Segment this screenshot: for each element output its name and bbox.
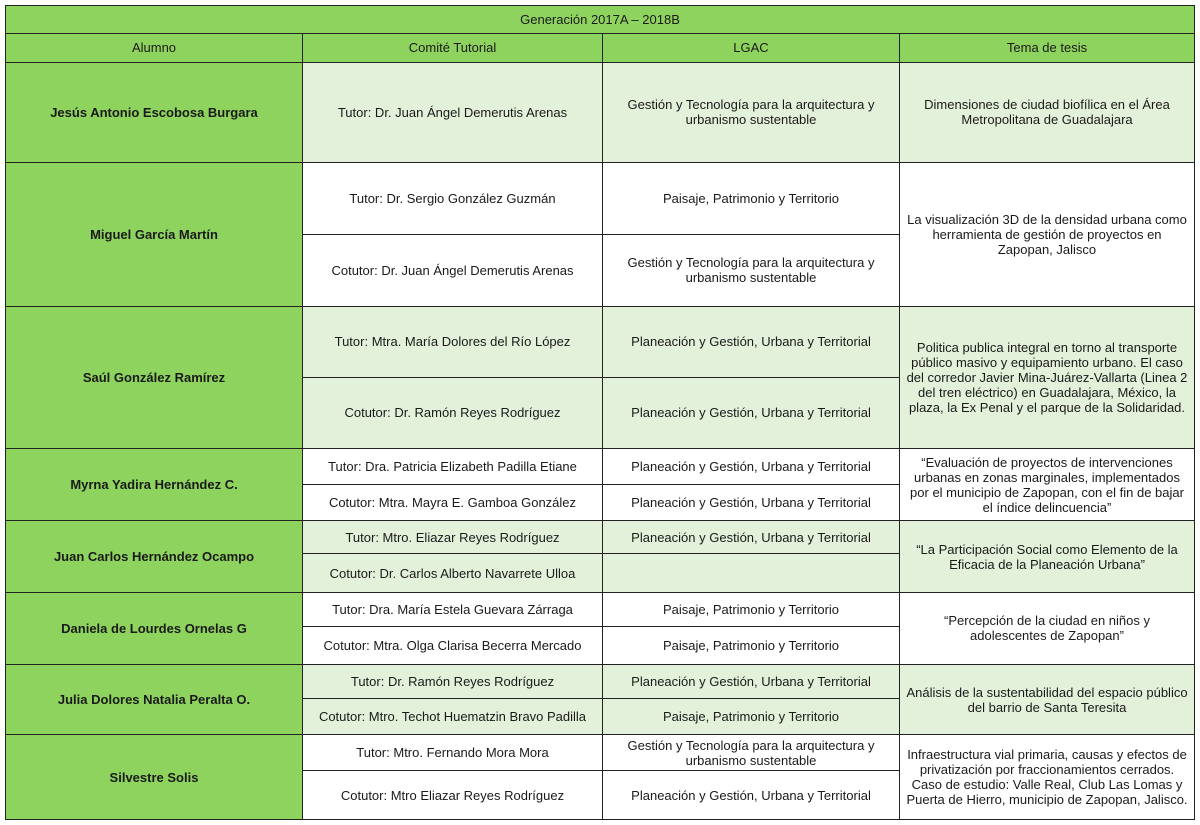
thesis-topic: Análisis de la sustentabilidad del espacio público del barrio de Santa Teresita xyxy=(900,664,1195,734)
table-row xyxy=(6,735,1195,771)
lgac-line: Planeación y Gestión, Urbana y Territorial xyxy=(603,521,900,554)
header-lgac: LGAC xyxy=(603,33,900,62)
table-row xyxy=(6,521,1195,554)
committee-member: Tutor: Mtro. Fernando Mora Mora xyxy=(303,735,603,771)
table-row xyxy=(6,163,1195,235)
lgac-line: Paisaje, Patrimonio y Territorio xyxy=(603,592,900,626)
committee-member: Cotutor: Dr. Carlos Alberto Navarrete Ulloa xyxy=(303,554,603,592)
lgac-line: Gestión y Tecnología para la arquitectura y urbanismo sustentable xyxy=(603,235,900,306)
committee-member: Tutor: Mtra. María Dolores del Río López xyxy=(303,306,603,377)
student-name: Miguel García Martín xyxy=(6,163,303,307)
table-row xyxy=(6,664,1195,698)
lgac-line: Gestión y Tecnología para la arquitectura y urbanismo sustentable xyxy=(603,62,900,162)
committee-member: Tutor: Dra. María Estela Guevara Zárraga xyxy=(303,592,603,626)
lgac-line: Paisaje, Patrimonio y Territorio xyxy=(603,626,900,664)
table-row xyxy=(6,306,1195,377)
table-row xyxy=(6,592,1195,626)
lgac-line: Planeación y Gestión, Urbana y Territorial xyxy=(603,771,900,820)
committee-member: Tutor: Dr. Sergio González Guzmán xyxy=(303,163,603,235)
student-name: Daniela de Lourdes Ornelas G xyxy=(6,592,303,664)
thesis-topic: Dimensiones de ciudad biofílica en el Área Metropolitana de Guadalajara xyxy=(900,62,1195,162)
lgac-line xyxy=(603,554,900,592)
thesis-topic: Politica publica integral en torno al transporte público masivo y equipamiento urbano. El caso del corredor Javier Mina-Juárez-Vallarta (Linea 2 del tren eléctrico) en Guadalajara, México, la plaza, la Ex Penal y el parque de la Solidaridad. xyxy=(900,306,1195,449)
table-title: Generación 2017A – 2018B xyxy=(6,6,1195,34)
header-comite: Comité Tutorial xyxy=(303,33,603,62)
generation-table xyxy=(5,5,1195,820)
lgac-line: Planeación y Gestión, Urbana y Territorial xyxy=(603,664,900,698)
thesis-topic: “Evaluación de proyectos de intervenciones urbanas en zonas marginales, implementados por el municipio de Zapopan, con el fin de bajar el índice delincuencia” xyxy=(900,449,1195,521)
committee-member: Cotutor: Dr. Juan Ángel Demerutis Arenas xyxy=(303,235,603,306)
lgac-line: Paisaje, Patrimonio y Territorio xyxy=(603,699,900,735)
header-alumno: Alumno xyxy=(6,33,303,62)
committee-member: Tutor: Mtro. Eliazar Reyes Rodríguez xyxy=(303,521,603,554)
student-name: Jesús Antonio Escobosa Burgara xyxy=(6,62,303,162)
thesis-topic: Infraestructura vial primaria, causas y efectos de privatización por fraccionamientos cerrados. Caso de estudio: Valle Real, Club Las Lomas y Puerta de Hierro, municipio de Zapopan, Jalisco. xyxy=(900,735,1195,820)
committee-member: Cotutor: Mtro Eliazar Reyes Rodríguez xyxy=(303,771,603,820)
committee-member: Cotutor: Mtra. Mayra E. Gamboa González xyxy=(303,485,603,521)
student-name: Juan Carlos Hernández Ocampo xyxy=(6,521,303,592)
lgac-line: Planeación y Gestión, Urbana y Territorial xyxy=(603,377,900,448)
header-tema: Tema de tesis xyxy=(900,33,1195,62)
lgac-line: Gestión y Tecnología para la arquitectura y urbanismo sustentable xyxy=(603,735,900,771)
committee-member: Tutor: Dr. Juan Ángel Demerutis Arenas xyxy=(303,62,603,162)
committee-member: Cotutor: Mtro. Techot Huematzin Bravo Padilla xyxy=(303,699,603,735)
thesis-topic: “Percepción de la ciudad en niños y adolescentes de Zapopan” xyxy=(900,592,1195,664)
lgac-line: Planeación y Gestión, Urbana y Territorial xyxy=(603,306,900,377)
lgac-line: Planeación y Gestión, Urbana y Territorial xyxy=(603,449,900,485)
student-name: Silvestre Solis xyxy=(6,735,303,820)
table-row xyxy=(6,62,1195,162)
committee-member: Cotutor: Dr. Ramón Reyes Rodríguez xyxy=(303,377,603,448)
lgac-line: Paisaje, Patrimonio y Territorio xyxy=(603,163,900,235)
lgac-line: Planeación y Gestión, Urbana y Territorial xyxy=(603,485,900,521)
student-name: Saúl González Ramírez xyxy=(6,306,303,449)
thesis-topic: La visualización 3D de la densidad urbana como herramienta de gestión de proyectos en Zapopan, Jalisco xyxy=(900,163,1195,307)
student-name: Myrna Yadira Hernández C. xyxy=(6,449,303,521)
table-row xyxy=(6,449,1195,485)
thesis-topic: “La Participación Social como Elemento de la Eficacia de la Planeación Urbana” xyxy=(900,521,1195,592)
committee-member: Tutor: Dr. Ramón Reyes Rodríguez xyxy=(303,664,603,698)
committee-member: Tutor: Dra. Patricia Elizabeth Padilla Etiane xyxy=(303,449,603,485)
committee-member: Cotutor: Mtra. Olga Clarisa Becerra Mercado xyxy=(303,626,603,664)
student-name: Julia Dolores Natalia Peralta O. xyxy=(6,664,303,734)
